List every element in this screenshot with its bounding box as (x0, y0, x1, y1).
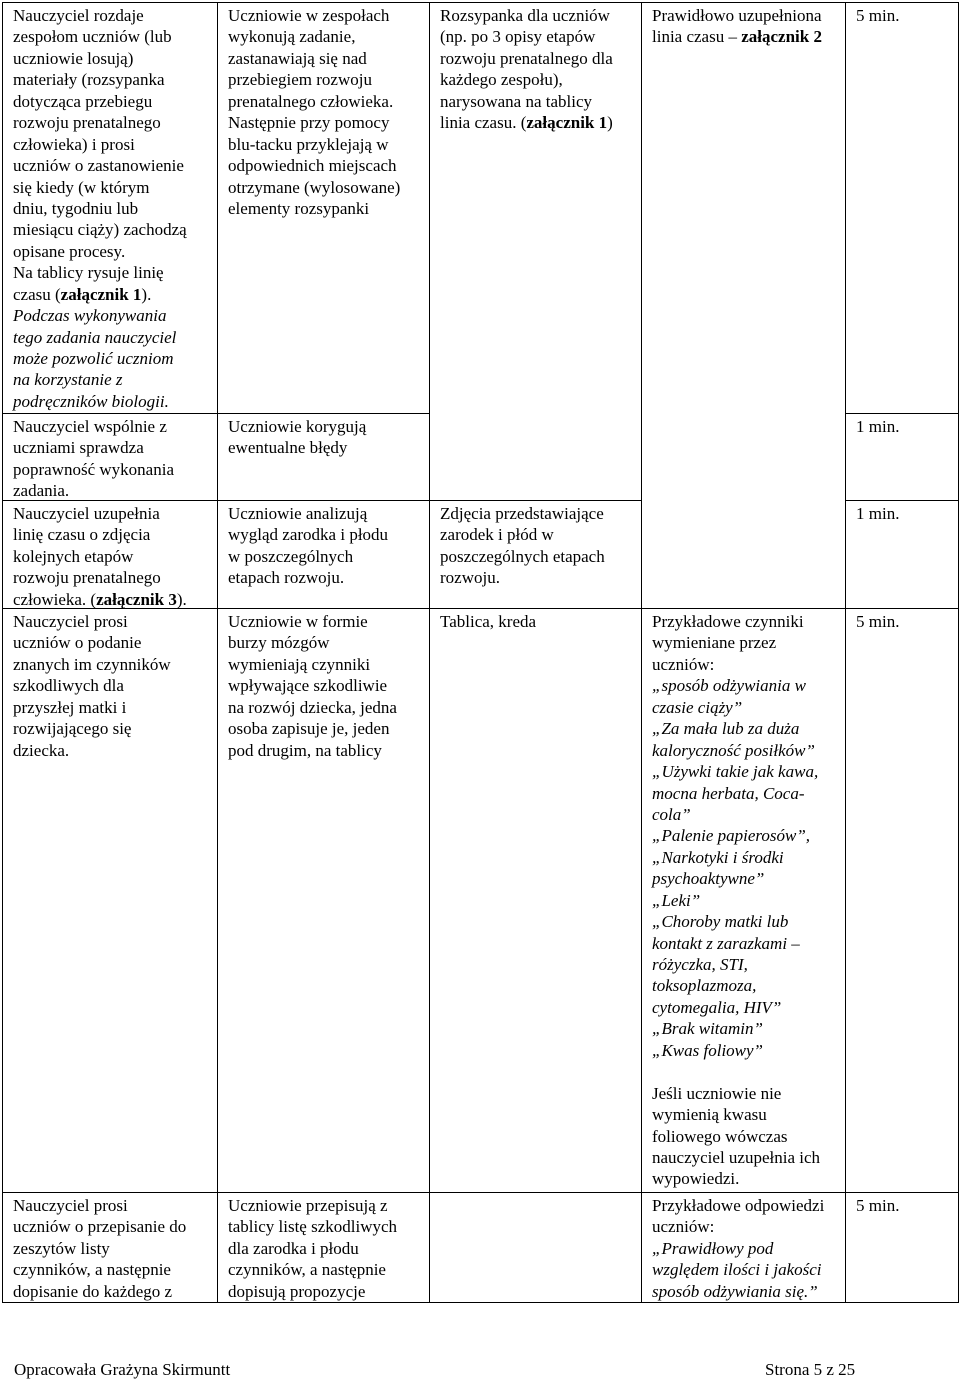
italic-text: Podczas wykonywania (13, 306, 167, 326)
bold-text: załącznik 3 (96, 589, 177, 609)
italic-text: może pozwolić uczniom (13, 349, 174, 368)
text-run: Uczniowie w formie (228, 612, 368, 631)
text-run: ewentualne błędy (228, 438, 348, 458)
text-line (440, 567, 637, 588)
text-line (652, 697, 841, 718)
text-line (228, 718, 425, 739)
text-run: linię czasu o zdjęcia (13, 525, 151, 545)
text-line (228, 503, 425, 524)
text-run: wpływające szkodliwie (228, 676, 388, 696)
text-run: zastanawiają się nad (228, 48, 367, 68)
text-run: odpowiednich miejscach (228, 156, 397, 176)
text-run: rozwoju prenatalnego (13, 113, 161, 133)
text-line (13, 437, 213, 458)
text-run: dotycząca przebiegu (13, 91, 153, 111)
italic-text: czasie ciąży” (652, 697, 743, 717)
text-run: dopisują propozycje (228, 1281, 366, 1301)
text-line (228, 1216, 425, 1237)
time-cell (845, 413, 959, 501)
text-line (652, 5, 841, 26)
outcome-examples (652, 611, 841, 1061)
text-line (13, 459, 213, 480)
text-line (13, 241, 213, 262)
text-line (13, 611, 213, 632)
text-run: rozwoju. (440, 568, 500, 588)
text-run: człowieka. ( (13, 589, 97, 609)
text-run: Uczniowie przepisują z (228, 1196, 388, 1215)
text-run: czynników, a następnie (13, 1260, 171, 1280)
text-line (228, 1259, 425, 1280)
text-run: burzy mózgów (228, 633, 330, 653)
text-line (440, 5, 637, 26)
text-line (652, 1281, 841, 1302)
text-line (13, 48, 213, 69)
text-run: poprawność wykonania (13, 459, 174, 479)
italic-text: psychoaktywne” (652, 869, 765, 889)
text-line (652, 868, 841, 889)
text-run: Nauczyciel wspólnie z (13, 417, 167, 436)
text-line (652, 1018, 841, 1039)
text-run: miesiącu ciąży) zachodzą (13, 220, 187, 240)
text-line (13, 589, 213, 609)
italic-text: toksoplazmoza, (652, 976, 757, 996)
text-line (228, 1281, 425, 1302)
italic-text: „Narkotyki i środki (652, 847, 784, 867)
text-line (13, 675, 213, 696)
text-line (440, 611, 637, 632)
text-line (13, 1281, 213, 1302)
time-value: 5 min. (856, 6, 900, 25)
text-run: znanych im czynników (13, 654, 171, 674)
text-line (652, 1259, 841, 1280)
teacher-activity-cell (2, 608, 218, 1193)
text-line (228, 416, 425, 437)
expected-outcome-cell (641, 2, 846, 609)
text-line (652, 632, 841, 653)
text-run: przyszłej matki i (13, 697, 127, 717)
text-line (13, 26, 213, 47)
text-line (652, 911, 841, 932)
text-line (652, 975, 841, 996)
text-run: czynników, a następnie (228, 1260, 386, 1280)
text-run: opisane procesy. (13, 241, 126, 261)
text-run: wymienią kwasu (652, 1105, 767, 1125)
footer-page-number: Strona 5 z 25 (765, 1360, 856, 1379)
text-line (13, 697, 213, 718)
text-run: Zdjęcia przedstawiające (440, 504, 604, 523)
time-value: 5 min. (856, 612, 900, 631)
text-line (13, 177, 213, 198)
text-line (652, 675, 841, 696)
text-line (228, 437, 425, 458)
text-line (652, 740, 841, 761)
text-run: uczniów o zastanowienie (13, 156, 184, 176)
text-line (652, 954, 841, 975)
text-line (440, 546, 637, 567)
text-run: Tablica, kreda (440, 612, 537, 631)
text-line (652, 1168, 841, 1189)
text-run: Nauczyciel rozdaje (13, 6, 144, 25)
text-line (652, 1238, 841, 1259)
time-cell (845, 608, 959, 1193)
text-run: uczniami sprawdza (13, 438, 144, 458)
text-line (652, 804, 841, 825)
italic-text: „sposób odżywiania w (652, 676, 806, 696)
text-line (228, 1195, 425, 1216)
text-line (13, 219, 213, 240)
text-line (13, 416, 213, 437)
text-line (652, 825, 841, 846)
text-line (13, 503, 213, 524)
text-run: (np. po 3 opisy etapów (440, 27, 596, 47)
italic-text: względem ilości i jakości (652, 1260, 822, 1280)
text-run: wypowiedzi. (652, 1169, 740, 1189)
italic-text: „Używki takie jak kawa, (652, 762, 819, 782)
italic-text: podręczników biologii. (13, 391, 169, 411)
text-run: dziecka. (13, 740, 70, 760)
text-line (13, 480, 213, 501)
text-line (228, 546, 425, 567)
materials-cell-empty (429, 1192, 642, 1303)
text-run: wykonują zadanie, (228, 27, 356, 47)
text-line (228, 155, 425, 176)
text-line (228, 567, 425, 588)
text-line (228, 697, 425, 718)
text-line (13, 654, 213, 675)
text-line (228, 134, 425, 155)
text-run: uczniów: (652, 1217, 715, 1237)
text-line (652, 933, 841, 954)
text-run: prenatalnego człowieka. (228, 91, 394, 111)
text-run: Nauczyciel uzupełnia (13, 504, 160, 523)
text-run: uczniów o podanie (13, 633, 142, 653)
text-line (440, 503, 637, 524)
text-line (228, 198, 425, 219)
text-line (652, 654, 841, 675)
text-run: się kiedy (w którym (13, 177, 150, 197)
outcome-note (652, 1083, 841, 1190)
text-line (228, 5, 425, 26)
text-run: każdego zespołu), (440, 70, 563, 90)
text-line (13, 69, 213, 90)
text-line (13, 546, 213, 567)
text-line (440, 69, 637, 90)
text-line (13, 305, 213, 326)
teacher-activity-cell (2, 1192, 218, 1303)
text-run: Przykładowe czynniki (652, 612, 804, 631)
time-cell (845, 2, 959, 414)
italic-text: tego zadania nauczyciel (13, 327, 177, 347)
italic-text: „Kwas foliowy” (652, 1040, 764, 1060)
text-run: dniu, tygodniu lub (13, 198, 139, 218)
text-run: zespołom uczniów (lub (13, 27, 172, 47)
text-line (228, 654, 425, 675)
bold-text: załącznik 2 (741, 27, 822, 47)
text-line (13, 262, 213, 283)
text-line (13, 5, 213, 26)
text-run: wymieniane przez (652, 633, 777, 653)
text-run: człowieka) i prosi (13, 134, 135, 154)
text-line (228, 1238, 425, 1259)
text-run: dla zarodka i płodu (228, 1238, 359, 1258)
text-line (228, 91, 425, 112)
italic-text: kaloryczność posiłków” (652, 740, 815, 760)
text-line (13, 198, 213, 219)
student-activity-cell (217, 413, 430, 501)
bold-text: załącznik 1 (526, 113, 608, 133)
student-activity-cell (217, 608, 430, 1193)
text-line (652, 1040, 841, 1061)
text-line (228, 177, 425, 198)
text-line (440, 524, 637, 545)
text-line (13, 348, 213, 369)
text-run: nauczyciel uzupełnia ich (652, 1147, 821, 1167)
text-run: ). (176, 589, 187, 609)
text-run: przebiegiem rozwoju (228, 70, 372, 90)
text-run: elementy rozsypanki (228, 198, 370, 218)
italic-text: „Palenie papierosów”, (652, 826, 811, 846)
teacher-activity-cell (2, 413, 218, 501)
text-line (13, 112, 213, 133)
text-run: uczniowie losują) (13, 48, 134, 68)
text-line (652, 718, 841, 739)
text-line (13, 327, 213, 348)
text-line (228, 26, 425, 47)
text-line (13, 632, 213, 653)
text-line (652, 997, 841, 1018)
text-line (652, 611, 841, 632)
text-line (652, 890, 841, 911)
text-run: dopisanie do każdego z (13, 1281, 173, 1301)
text-run: pod drugim, na tablicy (228, 740, 382, 760)
text-line (228, 675, 425, 696)
text-run: blu-tacku przyklejają w (228, 134, 389, 154)
text-run: Rozsypanka dla uczniów (440, 6, 610, 25)
italic-text: „Za mała lub za duża (652, 719, 800, 739)
student-activity-cell (217, 500, 430, 609)
text-run: Uczniowie analizują (228, 504, 368, 523)
text-run: osoba zapisuje je, jeden (228, 719, 390, 739)
text-run: wygląd zarodka i płodu (228, 525, 389, 545)
text-line (13, 391, 213, 412)
time-value: 1 min. (856, 417, 900, 436)
text-line (13, 1238, 213, 1259)
text-line (652, 1104, 841, 1125)
text-run: narysowana na tablicy (440, 91, 592, 111)
text-run: Jeśli uczniowie nie (652, 1083, 782, 1103)
text-line (13, 718, 213, 739)
text-line (652, 783, 841, 804)
time-cell (845, 500, 959, 609)
text-run: Przykładowe odpowiedzi (652, 1196, 825, 1215)
text-line (440, 112, 637, 133)
expected-outcome-cell (641, 1192, 846, 1303)
student-activity-cell (217, 2, 430, 414)
text-line (652, 1195, 841, 1216)
materials-cell (429, 608, 642, 1193)
text-line (13, 524, 213, 545)
text-run: etapach rozwoju. (228, 568, 345, 588)
text-line (440, 48, 637, 69)
text-line (228, 48, 425, 69)
text-line (13, 567, 213, 588)
text-line (228, 632, 425, 653)
text-line (13, 134, 213, 155)
text-run: otrzymane (wylosowane) (228, 177, 401, 197)
text-run: foliowego wówczas (652, 1126, 788, 1146)
text-line (652, 1126, 841, 1147)
expected-outcome-cell (641, 608, 846, 1193)
text-line (13, 91, 213, 112)
text-run: czasu ( (13, 284, 61, 304)
italic-text: „Brak witamin” (652, 1019, 763, 1039)
italic-text: kontakt z zarazkami – (652, 933, 800, 953)
italic-text: „Choroby matki lub (652, 912, 789, 932)
text-line (652, 26, 841, 47)
text-run: materiały (rozsypanka (13, 70, 165, 90)
text-run: uczniów: (652, 654, 715, 674)
time-cell (845, 1192, 959, 1303)
text-run: poszczególnych etapach (440, 546, 605, 566)
time-value: 5 min. (856, 1196, 900, 1215)
text-run: uczniów o przepisanie do (13, 1217, 187, 1237)
text-run: rozwoju prenatalnego (13, 568, 161, 588)
italic-text: cytomegalia, HIV” (652, 997, 782, 1017)
text-line (652, 1147, 841, 1168)
text-line (228, 524, 425, 545)
text-run: Na tablicy rysuje linię (13, 263, 164, 283)
text-line (652, 847, 841, 868)
text-run: zeszytów listy (13, 1238, 110, 1258)
text-run: Nauczyciel prosi (13, 1196, 128, 1215)
text-run: Następnie przy pomocy (228, 113, 390, 133)
text-line (13, 740, 213, 761)
text-line (13, 1259, 213, 1280)
italic-text: różyczka, STI, (652, 955, 748, 974)
text-line (440, 91, 637, 112)
text-line (228, 112, 425, 133)
text-run: w poszczególnych (228, 546, 354, 566)
text-run: wymieniają czynniki (228, 654, 371, 674)
italic-text: „Leki” (652, 890, 701, 910)
text-run: Uczniowie w zespołach (228, 6, 390, 25)
teacher-activity-cell (2, 500, 218, 609)
text-run: ). (141, 284, 152, 304)
italic-text: sposób odżywiania się.” (652, 1281, 818, 1301)
italic-text: na korzystanie z (13, 370, 123, 390)
time-value: 1 min. (856, 504, 900, 523)
text-run: tablicy listę szkodliwych (228, 1217, 398, 1237)
materials-cell (429, 2, 642, 501)
footer-author: Opracowała Grażyna Skirmuntt (14, 1360, 231, 1379)
text-run: zarodek i płód w (440, 525, 554, 545)
text-line (13, 284, 213, 305)
text-run: linia czasu. ( (440, 113, 527, 133)
text-run: Nauczyciel prosi (13, 612, 128, 631)
text-line (13, 1195, 213, 1216)
text-line (13, 155, 213, 176)
text-line (228, 69, 425, 90)
text-line (652, 1216, 841, 1237)
text-run: rozwijającego się (13, 719, 132, 739)
text-line (13, 369, 213, 390)
materials-cell (429, 500, 642, 609)
italic-text: mocna herbata, Coca- (652, 783, 805, 803)
italic-text: cola” (652, 804, 691, 824)
text-line (13, 1216, 213, 1237)
student-activity-cell (217, 1192, 430, 1303)
text-run: Prawidłowo uzupełniona (652, 6, 822, 25)
bold-text: załącznik 1 (60, 284, 142, 304)
text-line (440, 26, 637, 47)
text-line (228, 740, 425, 761)
italic-text: „Prawidłowy pod (652, 1238, 774, 1258)
text-run: zadania. (13, 481, 70, 501)
text-run: na rozwój dziecka, jedna (228, 697, 397, 717)
text-line (228, 611, 425, 632)
text-run: kolejnych etapów (13, 546, 134, 566)
text-run: ) (607, 113, 613, 133)
text-run: Uczniowie korygują (228, 417, 367, 436)
teacher-activity-cell (2, 2, 218, 414)
text-line (652, 1083, 841, 1104)
text-run: rozwoju prenatalnego dla (440, 48, 613, 68)
text-run: linia czasu – (652, 27, 742, 47)
text-line (652, 761, 841, 782)
text-run: szkodliwych dla (13, 676, 124, 696)
